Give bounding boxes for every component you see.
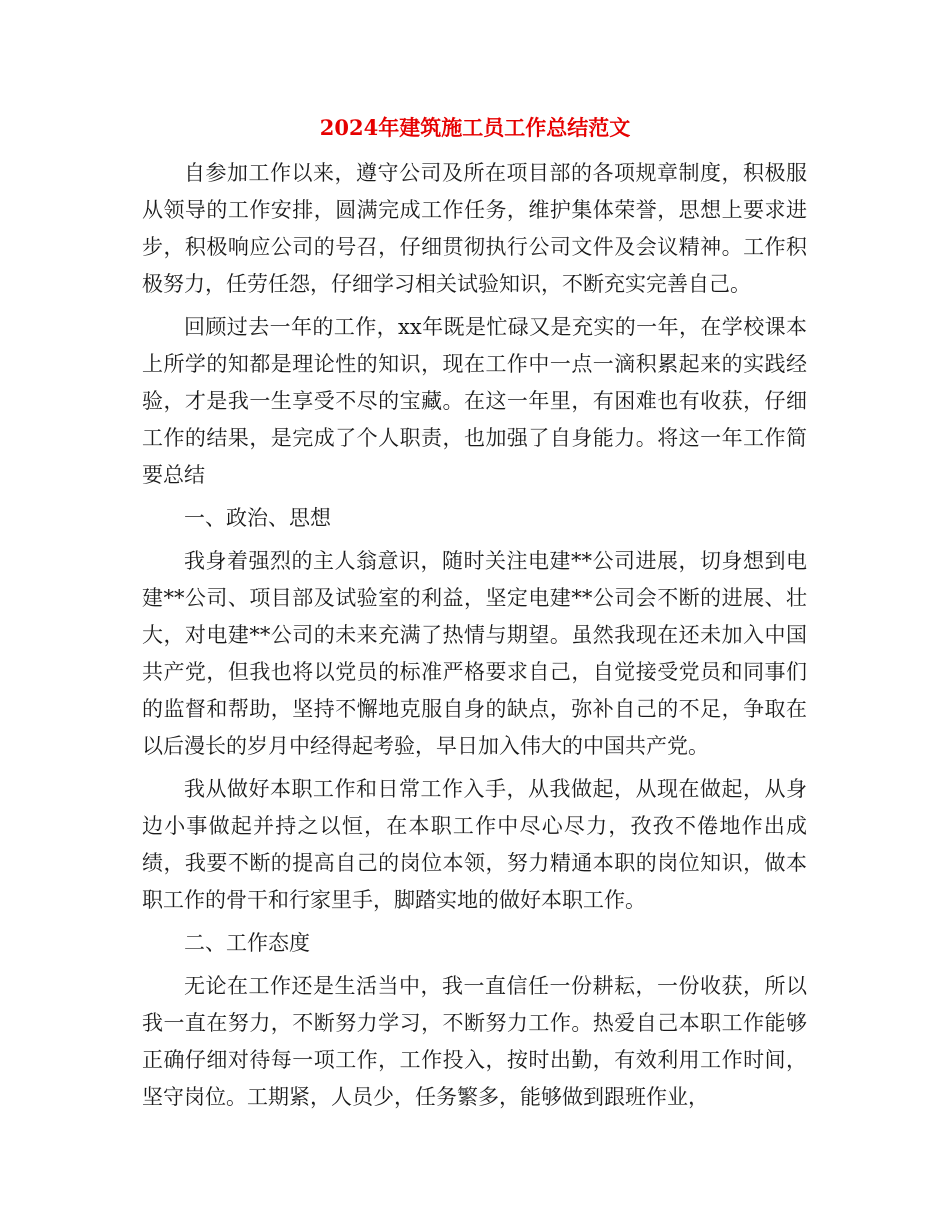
document-body — [142, 155, 807, 1116]
section-heading: 二、工作态度 — [184, 931, 310, 955]
paragraph: 无论在工作还是生活当中，我一直信任一份耕耘，一份收获，所以我一直在努力，不断努力学习，不断努力工作。热爱自己本职工作能够正确仔细对待每一项工作，工作投入，按时出勤，有效利用工作时间，坚守岗位。工期紧，人员少，任务繁多，能够做到跟班作业， — [142, 974, 807, 1109]
paragraph: 自参加工作以来，遵守公司及所在项目部的各项规章制度，积极服从领导的工作安排，圆满完成工作任务，维护集体荣誉，思想上要求进步，积极响应公司的号召，仔细贯彻执行公司文件及会议精神。工作积极努力，任劳任怨，仔细学习相关试验知识，不断充实完善自己。 — [142, 161, 807, 296]
section-heading: 一、政治、思想 — [184, 506, 331, 530]
paragraph: 我从做好本职工作和日常工作入手，从我做起，从现在做起，从身边小事做起并持之以恒，在本职工作中尽心尽力，孜孜不倦地作出成绩，我要不断的提高自己的岗位本领，努力精通本职的岗位知识，做本职工作的骨干和行家里手，脚踏实地的做好本职工作。 — [142, 777, 807, 912]
paragraph: 回顾过去一年的工作，xx年既是忙碌又是充实的一年，在学校课本上所学的知都是理论性的知识，现在工作中一点一滴积累起来的实践经验，才是我一生享受不尽的宝藏。在这一年里，有困难也有收获，仔细工作的结果，是完成了个人职责，也加强了自身能力。将这一年工作简要总结 — [142, 315, 807, 487]
document-title: 2024年建筑施工员工作总结范文 — [319, 115, 631, 140]
paragraph: 我身着强烈的主人翁意识，随时关注电建**公司进展，切身想到电建**公司、项目部及试验室的利益，坚定电建**公司会不断的进展、壮大，对电建**公司的未来充满了热情与期望。虽然我现在还未加入中国共产党，但我也将以党员的标准严格要求自己，自觉接受党员和同事们的监督和帮助，坚持不懈地克服自身的缺点，弥补自己的不足，争取在以后漫长的岁月中经得起考验，早日加入伟大的中国共产党。 — [142, 549, 807, 758]
